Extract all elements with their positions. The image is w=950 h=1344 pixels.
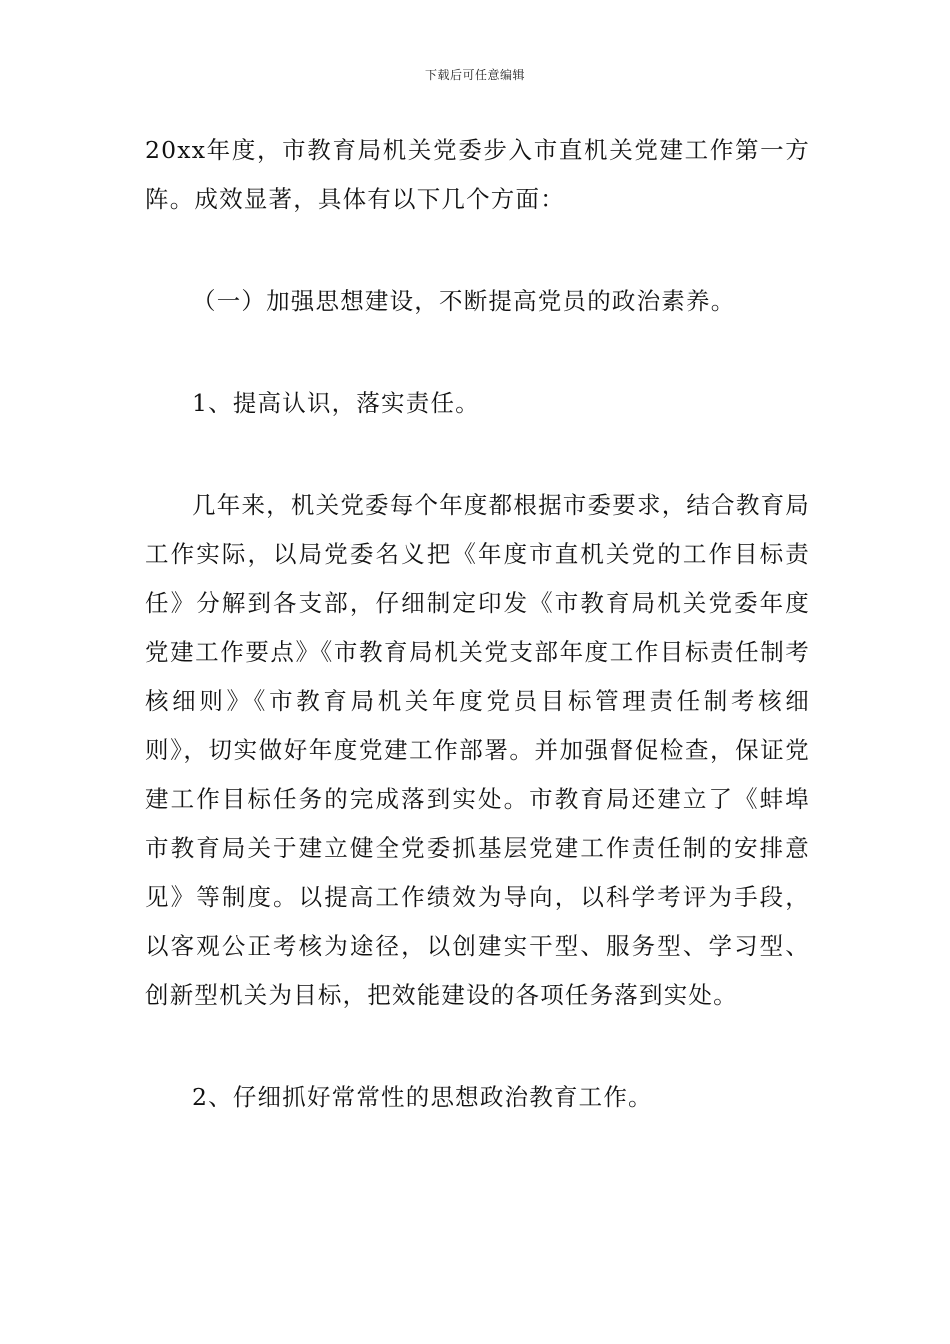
item1-heading: 1、提高认识，落实责任。 (192, 389, 480, 417)
item1-body-paragraph: 几年来，机关党委每个年度都根据市委要求，结合教育局工作实际，以局党委名义把《年度市直机关党的工作目标责任》分解到各支部，仔细制定印发《市教育局机关党委年度党建工作要点》《市教育局机关党支部年度工作目标责任制考核细则》《市教育局机关年度党员目标管理责任制考核细则》，切实做好年度党建工作部署。并加强督促检查，保证党建工作目标任务的完成落到实处。市教育局还建立了《蚌埠市教育局关于建立健全党委抓基层党建工作责任制的安排意见》等制度。以提高工作绩效为导向，以科学考评为手段，以客观公正考核为途径，以创建实干型、服务型、学习型、创新型机关为目标，把效能建设的各项任务落到实处。 (145, 491, 810, 1009)
document-body (145, 126, 810, 1122)
page-header-note: 下载后可任意编辑 (424, 68, 525, 82)
item2-heading: 2、仔细抓好常常性的思想政治教育工作。 (192, 1083, 653, 1111)
intro-paragraph: 20xx年度，市教育局机关党委步入市直机关党建工作第一方阵。成效显著，具体有以下几个方面： (145, 136, 810, 213)
section-heading: （一）加强思想建设，不断提高党员的政治素养。 (192, 287, 736, 315)
